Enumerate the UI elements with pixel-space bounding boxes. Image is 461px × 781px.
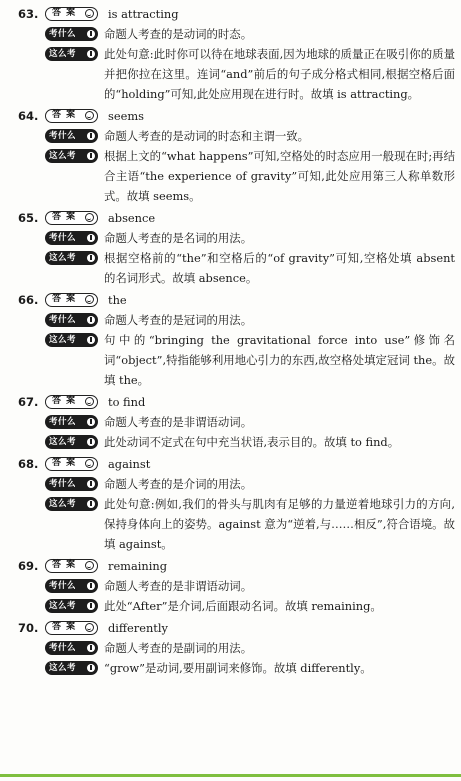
smile-icon bbox=[85, 295, 94, 304]
answer-text: against bbox=[108, 457, 151, 471]
answer-row bbox=[0, 208, 461, 228]
zhe-tag bbox=[45, 149, 98, 163]
exclamation-icon bbox=[87, 664, 95, 672]
answer-badge-label: 答 案 bbox=[52, 212, 77, 222]
kao-row bbox=[0, 474, 461, 494]
zhe-text: 句中的“bringing the gravitational force into use”修饰名词“object”,特指能够利用地心引力的东西,故空格处填定冠词 the。故填 the。 bbox=[104, 333, 455, 387]
answer-badge-label: 答 案 bbox=[52, 294, 77, 304]
zhe-tag-label: 这么考 bbox=[49, 335, 77, 345]
bottom-divider bbox=[0, 774, 461, 777]
zhe-row bbox=[0, 432, 461, 452]
answer-row bbox=[0, 556, 461, 576]
zhe-row bbox=[0, 146, 461, 206]
kao-tag bbox=[45, 641, 98, 655]
zhe-tag-label: 这么考 bbox=[49, 499, 77, 509]
zhe-row bbox=[0, 248, 461, 288]
kao-text: 命题人考查的是冠词的用法。 bbox=[104, 313, 253, 327]
answer-badge bbox=[45, 293, 98, 307]
zhe-row bbox=[0, 658, 461, 678]
question-number: 70. bbox=[18, 621, 39, 635]
zhe-tag bbox=[45, 333, 98, 347]
kao-tag bbox=[45, 579, 98, 593]
exclamation-icon bbox=[87, 152, 95, 160]
answer-row bbox=[0, 290, 461, 310]
zhe-tag bbox=[45, 599, 98, 613]
question-number: 69. bbox=[18, 559, 39, 573]
answer-text: remaining bbox=[108, 559, 168, 573]
answer-row bbox=[0, 454, 461, 474]
exclamation-icon bbox=[87, 254, 95, 262]
kao-tag bbox=[45, 129, 98, 143]
answer-explanations bbox=[0, 2, 461, 678]
answer-row bbox=[0, 4, 461, 24]
zhe-text: 根据上文的“what happens”可知,空格处的时态应用一般现在时;再结合主语“the experience of gravity”可知,此处应用第三人称单数形式。故填 seems。 bbox=[104, 149, 455, 203]
kao-tag bbox=[45, 231, 98, 245]
zhe-tag-label: 这么考 bbox=[49, 437, 77, 447]
question-mark-icon bbox=[87, 30, 95, 38]
smile-icon bbox=[85, 111, 94, 120]
question-mark-icon bbox=[87, 132, 95, 140]
question-item bbox=[0, 208, 461, 288]
answer-badge-label: 答 案 bbox=[52, 396, 77, 406]
question-mark-icon bbox=[87, 582, 95, 590]
zhe-text: 根据空格前的“the”和空格后的“of gravity”可知,空格处填 absent 的名词形式。故填 absence。 bbox=[104, 251, 455, 285]
question-number: 64. bbox=[18, 109, 39, 123]
answer-row bbox=[0, 392, 461, 412]
question-item bbox=[0, 618, 461, 678]
exclamation-icon bbox=[87, 602, 95, 610]
answer-badge-label: 答 案 bbox=[52, 458, 77, 468]
answer-badge-label: 答 案 bbox=[52, 8, 77, 18]
kao-text: 命题人考查的是名词的用法。 bbox=[104, 231, 253, 245]
zhe-row bbox=[0, 494, 461, 554]
kao-tag-label: 考什么 bbox=[49, 315, 77, 325]
kao-tag-label: 考什么 bbox=[49, 29, 77, 39]
zhe-text: 此处动词不定式在句中充当状语,表示目的。故填 to find。 bbox=[104, 435, 400, 449]
kao-tag bbox=[45, 27, 98, 41]
kao-tag bbox=[45, 415, 98, 429]
answer-text: is attracting bbox=[108, 7, 179, 21]
zhe-row bbox=[0, 596, 461, 616]
question-item bbox=[0, 106, 461, 206]
zhe-tag-label: 这么考 bbox=[49, 49, 77, 59]
smile-icon bbox=[85, 213, 94, 222]
answer-row bbox=[0, 618, 461, 638]
zhe-tag bbox=[45, 661, 98, 675]
smile-icon bbox=[85, 9, 94, 18]
kao-tag-label: 考什么 bbox=[49, 581, 77, 591]
smile-icon bbox=[85, 623, 94, 632]
answer-badge bbox=[45, 7, 98, 21]
kao-tag-label: 考什么 bbox=[49, 643, 77, 653]
kao-text: 命题人考查的是动词的时态。 bbox=[104, 27, 253, 41]
answer-badge bbox=[45, 211, 98, 225]
question-number: 65. bbox=[18, 211, 39, 225]
question-number: 66. bbox=[18, 293, 39, 307]
zhe-text: 此处句意:例如,我们的骨头与肌肉有足够的力量逆着地球引力的方向,保持身体向上的姿势。against 意为“逆着,与……相反”,符合语境。故填 against。 bbox=[104, 497, 455, 551]
kao-tag bbox=[45, 313, 98, 327]
answer-badge bbox=[45, 457, 98, 471]
zhe-row bbox=[0, 330, 461, 390]
smile-icon bbox=[85, 459, 94, 468]
answer-badge bbox=[45, 559, 98, 573]
question-item bbox=[0, 290, 461, 390]
kao-text: 命题人考查的是非谓语动词。 bbox=[104, 579, 253, 593]
exclamation-icon bbox=[87, 500, 95, 508]
answer-text: to find bbox=[108, 395, 146, 409]
question-item bbox=[0, 454, 461, 554]
zhe-tag bbox=[45, 435, 98, 449]
kao-tag-label: 考什么 bbox=[49, 479, 77, 489]
answer-badge-label: 答 案 bbox=[52, 110, 77, 120]
zhe-tag bbox=[45, 47, 98, 61]
answer-text: differently bbox=[108, 621, 168, 635]
zhe-tag-label: 这么考 bbox=[49, 151, 77, 161]
kao-row bbox=[0, 24, 461, 44]
question-item bbox=[0, 392, 461, 452]
answer-badge-label: 答 案 bbox=[52, 560, 77, 570]
answer-badge-label: 答 案 bbox=[52, 622, 77, 632]
smile-icon bbox=[85, 561, 94, 570]
kao-row bbox=[0, 126, 461, 146]
kao-text: 命题人考查的是副词的用法。 bbox=[104, 641, 253, 655]
answer-text: seems bbox=[108, 109, 144, 123]
zhe-text: 此处“After”是介词,后面跟动名词。故填 remaining。 bbox=[104, 599, 382, 613]
smile-icon bbox=[85, 397, 94, 406]
answer-text: absence bbox=[108, 211, 156, 225]
answer-row bbox=[0, 106, 461, 126]
question-item bbox=[0, 4, 461, 104]
question-number: 67. bbox=[18, 395, 39, 409]
question-item bbox=[0, 556, 461, 616]
zhe-tag bbox=[45, 251, 98, 265]
answer-badge bbox=[45, 621, 98, 635]
question-mark-icon bbox=[87, 644, 95, 652]
kao-row bbox=[0, 576, 461, 596]
kao-row bbox=[0, 412, 461, 432]
zhe-text: “grow”是动词,要用副词来修饰。故填 differently。 bbox=[104, 661, 372, 675]
question-mark-icon bbox=[87, 316, 95, 324]
zhe-row bbox=[0, 44, 461, 104]
question-number: 68. bbox=[18, 457, 39, 471]
exclamation-icon bbox=[87, 336, 95, 344]
zhe-tag-label: 这么考 bbox=[49, 663, 77, 673]
question-mark-icon bbox=[87, 418, 95, 426]
kao-tag-label: 考什么 bbox=[49, 131, 77, 141]
kao-tag bbox=[45, 477, 98, 491]
kao-tag-label: 考什么 bbox=[49, 233, 77, 243]
question-mark-icon bbox=[87, 234, 95, 242]
question-mark-icon bbox=[87, 480, 95, 488]
answer-badge bbox=[45, 109, 98, 123]
exclamation-icon bbox=[87, 438, 95, 446]
kao-row bbox=[0, 638, 461, 658]
zhe-text: 此处句意:此时你可以待在地球表面,因为地球的质量正在吸引你的质量并把你拉在这里。连词“and”前后的句子成分格式相同,根据空格后面的“holding”可知,此处应用现在进行时。故填 is attracting。 bbox=[104, 47, 455, 101]
kao-row bbox=[0, 310, 461, 330]
answer-text: the bbox=[108, 293, 127, 307]
kao-text: 命题人考查的是动词的时态和主谓一致。 bbox=[104, 129, 310, 143]
exclamation-icon bbox=[87, 50, 95, 58]
zhe-tag-label: 这么考 bbox=[49, 601, 77, 611]
zhe-tag-label: 这么考 bbox=[49, 253, 77, 263]
kao-tag-label: 考什么 bbox=[49, 417, 77, 427]
question-number: 63. bbox=[18, 7, 39, 21]
kao-text: 命题人考查的是介词的用法。 bbox=[104, 477, 253, 491]
answer-badge bbox=[45, 395, 98, 409]
zhe-tag bbox=[45, 497, 98, 511]
kao-text: 命题人考查的是非谓语动词。 bbox=[104, 415, 253, 429]
kao-row bbox=[0, 228, 461, 248]
